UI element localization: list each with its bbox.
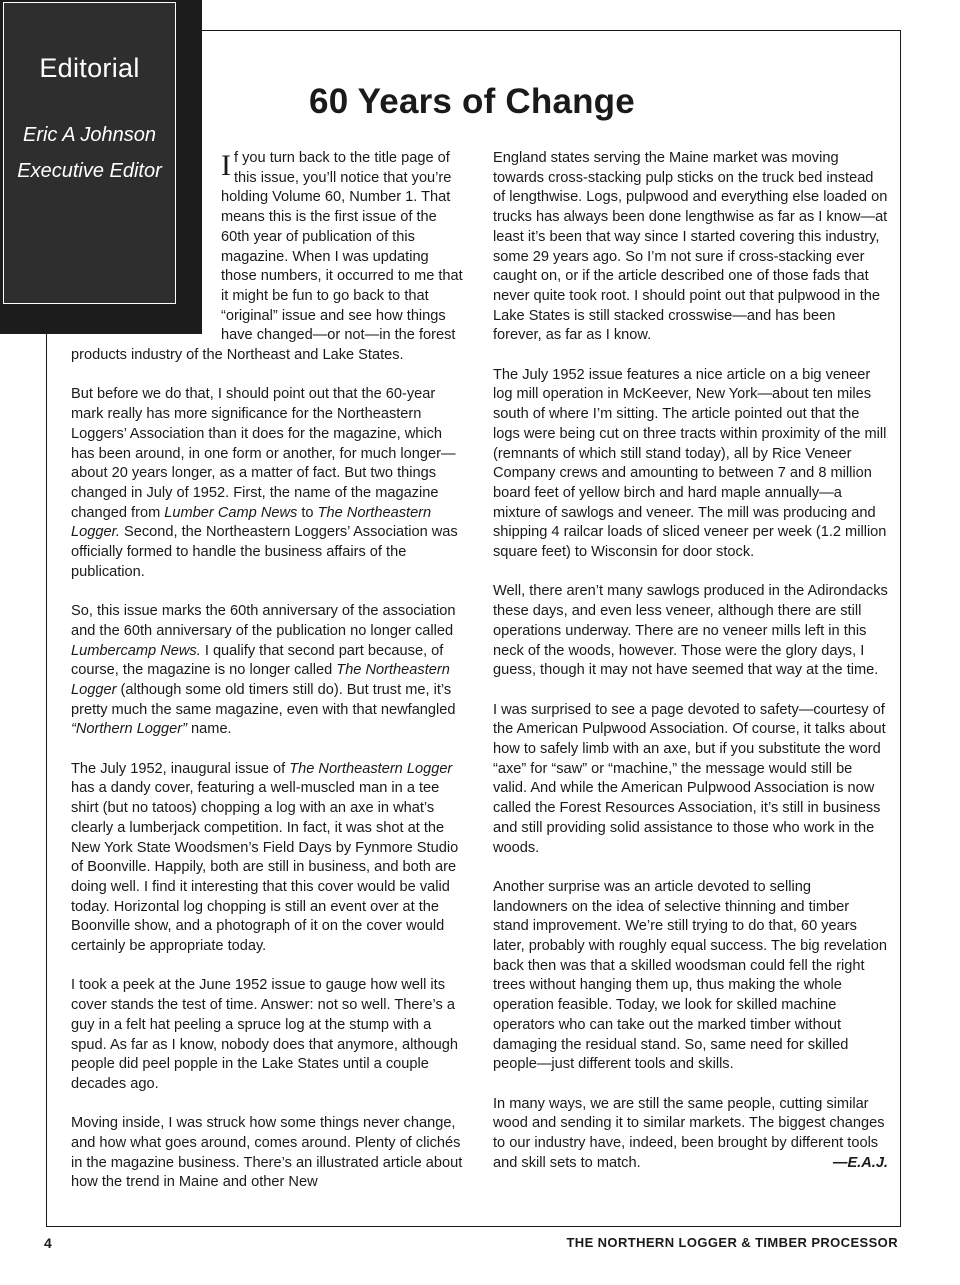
column-left <box>71 149 466 1193</box>
paragraph: Moving inside, I was struck how some things never change, and how what goes around, comes around. Plenty of clichés in the magazine business. There’s an illustrated article about how the trend in Maine and other New <box>71 1115 463 1191</box>
paragraph: But before we do that, I should point out that the 60-year mark really has more significance for the Northeastern Loggers’ Association than it does for the magazine, which has been around, in one form or another, for much longer—about 20 years longer, as a matter of fact. But two things changed in July of 1952. First, the name of the magazine changed from Lumber Camp News to The Northeastern Logger. Second, the Northeastern Loggers’ Association was officially formed to handle the business affairs of the publication. <box>71 386 458 580</box>
article-title: 60 Years of Change <box>309 82 635 121</box>
paragraph: So, this issue marks the 60th anniversary of the association and the 60th anniversary of the publication no longer called Lumbercamp News. I qualify that second part because, of course, the magazine is no longer called The Northeastern Logger (although some old timers still do). But trust me, it’s pretty much the same magazine, even with that newfangled “Northern Logger” name. <box>71 603 456 738</box>
section-kicker: Editorial <box>39 53 140 83</box>
column-right <box>493 149 888 1173</box>
paragraph: Another surprise was an article devoted to selling landowners on the idea of selective thinning and timber stand improvement. We’re still trying to do that, 60 years later, probably with roughly equal success. The big revelation back then was that a skilled woodsman could fell the right trees without hanging them up, thus making the whole operation feasible. Today, we look for skilled machine operators who can take out the marked timber without damaging the residual stand. So, same need for skilled people—just different tools and skills. <box>493 878 887 1073</box>
paragraph: England states serving the Maine market was moving towards cross-stacking pulp sticks on the truck bed instead of lengthwise. Logs, pulpwood and everything else loaded on trucks has always been done lengthwise as far as I know—at least it’s been that way since I started covering this industry, some 29 years ago. So I’m not sure if cross-stacking ever caught on, or if the article described one of those fads that never quite took root. I should point out that pulpwood in the Lake States is still stacked crosswise—and has been forever, as far as I know. <box>493 150 888 344</box>
drop-cap: I <box>221 149 231 182</box>
page-number: 4 <box>44 1235 52 1251</box>
float-spacer <box>71 149 221 345</box>
author-name: Eric A Johnson <box>22 124 157 146</box>
paragraph: In many ways, we are still the same people, cutting similar wood and sending it to similar markets. The biggest changes to our industry have, indeed, been brought by different tools and skill sets to match. —E.A.J. <box>493 1095 888 1174</box>
paragraph: I took a peek at the June 1952 issue to gauge how well its cover stands the test of time. Answer: not so well. There’s a guy in a felt hat peeling a spruce log at the stump with a spud. As far as I know, nobody does that anymore, although people did peel popple in the Lake States until a couple decades ago. <box>71 977 458 1092</box>
publication-name: THE NORTHERN LOGGER & TIMBER PROCESSOR <box>566 1235 898 1250</box>
paragraph: The July 1952 issue features a nice article on a big veneer log mill operation in McKeever, New York—about ten miles south of where I’m sitting. The article pointed out that the logs were being cut on three tracts within proximity of the mill (remnants of which still stand today), all by Rice Veneer Company crews and amounting to between 7 and 8 million board feet of yellow birch and hard maple annually—a mixture of sawlogs and veneer. The mill was producing and shipping 4 railcar loads of sliced veneer per week (1.2 million square feet) to Wisconsin for door stock. <box>493 366 887 561</box>
paragraph: The July 1952, inaugural issue of The Northeastern Logger has a dandy cover, featuring a well-muscled man in a tee shirt (but no tatoos) chopping a log with an axe in what’s clearly a lumberjack competition. In fact, it was shot at the New York State Woodsmen’s Field Days by Fynmore Studio of Boonville. Happily, both are still in business, and both are doing well. I find it interesting that this cover would be valid today. Horizontal log chopping is still an event over at the Boonville show, and a photograph of it on the cover would certainly be appropriate today. <box>71 760 459 955</box>
signoff: —E.A.J. <box>832 1154 888 1171</box>
paragraph: Well, there aren’t many sawlogs produced in the Adirondacks these days, and even less veneer, although there are still operations underway. There are no veneer mills left in this neck of the woods, however. Those were the glory days, I guess, though it may not have seemed that way at the time. <box>493 583 888 679</box>
paragraph: I was surprised to see a page devoted to safety—courtesy of the American Pulpwood Association. Of course, it talks about how to safely limb with an axe, but if you substitute the word “axe” for “saw” or “machine,” the message would still be valid. And while the American Pulpwood Association is now called the Forest Resources Association, it’s still in business and still providing solid assistance to those who work in the woods. <box>493 701 886 856</box>
author-role: Executive Editor <box>17 160 162 182</box>
paragraph: If you turn back to the title page of this issue, you’ll notice that you’re holding Volume 60, Number 1. That means this is the first issue of the 60th year of publication of this magazine. When I was updating those numbers, it occurred to me that it might be fun to go back to that “original” issue and see how things have changed—or not—in the forest products industry of the Northeast and Lake States. <box>71 149 463 364</box>
